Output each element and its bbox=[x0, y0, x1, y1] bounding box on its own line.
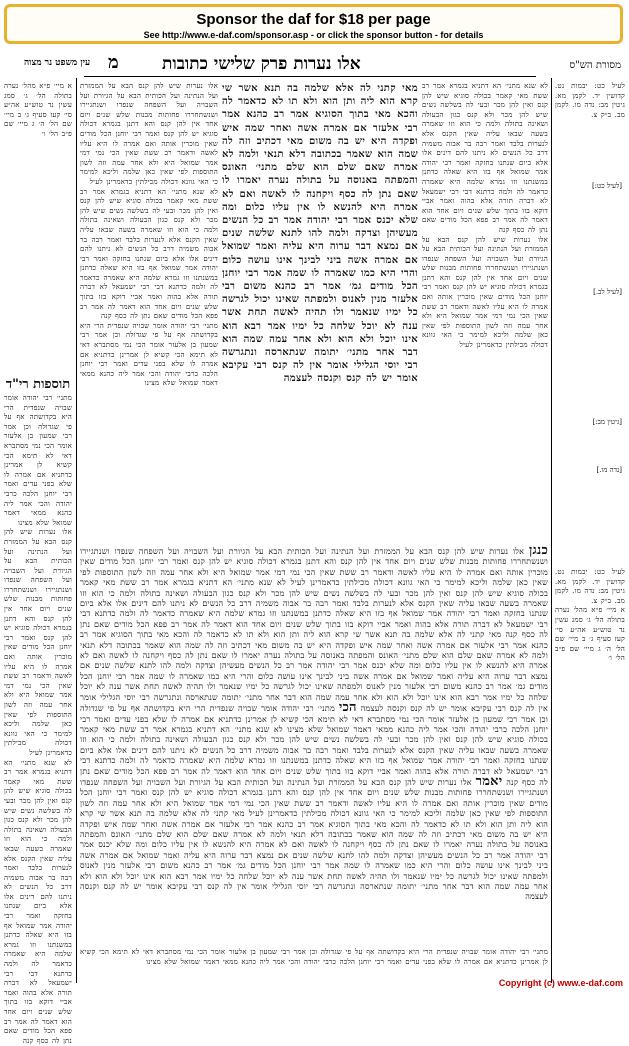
lower-text-a: אלו נערות שיש להן קנס הבא על הממזרת ועל הנתינה ועל הכותית הבא על הגיורת ועל השבויה ועל השפחה שנפדו ושנתגיירו ושנשתחררו פחותות מבנות שלש שנים ויום אחד אין להן קנס והא דתנן בגמרא דכולה סוגיא יש להן קנס ואמר רבי יוחנן הכל מודים שאין מוכרין אותה ואם אמרה לו היא עליו לאשה ודאמר רב ששת שאין הכי נמי דמי אמר שמואל היא ולא אחר עמה וזה לשון התוספות לפי שאין כאן שלמה וליכא למימר כי האי גוונא דכולה מכילתין כדאמרינן לעיל bbox=[80, 547, 548, 588]
rashi-column bbox=[422, 82, 548, 542]
lower-commentary-text bbox=[80, 543, 549, 903]
section-marker: יאמר bbox=[475, 773, 503, 789]
sponsor-banner[interactable] bbox=[4, 4, 623, 44]
page-title: אלו נערות פרק שלישי כתובות bbox=[162, 54, 361, 74]
ein-mishpat-column bbox=[4, 82, 72, 282]
masoret-label: מסורת הש"ס bbox=[569, 60, 621, 71]
tosafot-column bbox=[80, 82, 218, 542]
section-marker: כנגן bbox=[529, 543, 549, 558]
ein-mishpat-label: עין משפט נר מצוה bbox=[24, 58, 91, 68]
daf-number: מ bbox=[108, 52, 119, 73]
masoret-text: לעיל כט: יבמות נט. קדושין יד. לקמן מא. גיטין מב: נדה מו. לקמן מב. ב״ק צ. bbox=[555, 82, 625, 119]
margin-note: [לעיל לב.] bbox=[593, 288, 622, 296]
lower-text-g: מאי קתני לה אלא שלמה בה תנא אשר שי קרא הוא ליה ותן הוא ולא תו לא כדאמר לה והכא מאי בתוך הסוגיא אמר רב כהנא אמר רבי אלעזר אם אמרה אשה ואחר שמה איש ופקדה היא יש בה משום מאי דכתיב וזה לה שמה הוא שאמר בכתובה דלא תנאי ולמה לא אמרה שאם שלם הוא שלם מתני׳ האונס והמפתה באנוסה על בתולה נערה יאמרו לו שאם נתן לה כסף ויקחנה לו לאשה ואם לא אמרה היא להנשא לו אין עליו כלום ומה שלא יכנס אמר רבי יהודה אמר רב כל הנשים מעשיהן וצדקה ולמה להו לתנא שלשה שנים אם נמצא דבר ערוה היא עליה ואמר שמואל אם אמרה אשה ביני לבינך אינו עושה כלום והרי היא כמו שאמרה לו שמה אמר רבי יוחנן הכל מודים גמ׳ אמר רב כהנא משום רבי אלעזר מנין לאנוס ולמפתה שאינו יכול לגרשה כל ימיו שנאמר ולו תהיה לאשה תחת אשר ענה לא יוכל שלחה כל ימיו אמר רבא הוא אינו יוכל ולא הוא ולא אחר עמה שמה הוא דבר אחר מתני׳ יתומה שנתארסה ונתגרשה רבי יוסי הגלילי אומר אין לה קנס רבי עקיבא אומר יש לה קנס וקנסה לעצמה bbox=[80, 809, 548, 902]
lower-commentary bbox=[80, 543, 549, 946]
margin-note: [לעיל כט:] bbox=[591, 182, 622, 190]
tosafot-text: אלו נערות שיש להן קנס הבא על הממזרת ועל הנתינה ועל הכותית הבא על הגיורת ועל השבויה ועל השפחה שנפדו ושנתגיירו ושנשתחררו פחותות מבנות שלש שנים ויום אחד אין להן קנס והא דתנן בגמרא דכולה סוגיא יש להן קנס ואמר רבי יוחנן הכל מודים שאין מוכרין אותה ואם אמרה לו היא עליו לאשה ודאמר רב ששת שאין הכי נמי דמי אמר שמואל היא ולא אחר עמה וזה לשון התוספות לפי שאין כאן שלמה וליכא למימר כי האי גוונא דכולה מכילתין כדאמרינן לעיל bbox=[80, 82, 218, 186]
tosafot-rid-text: מתני׳ רבי יהודה אומר שבויה שנפדית הרי היא בקדושתה אף על פי שגדולה וכן אמר רבי שמעון בן אלעזר אומר הכי נמי מסתברא דאי לא תימא הכי קשיא לן אמרינן כדתניא אם אמרה לו שלא בפני עדים ואמר רבי יוחנן הלכה כרבי יהודה והכי אמר ליה כהנא ממאי דאמר שמואל שלא מצינו bbox=[3, 394, 72, 527]
left-column-rule bbox=[76, 78, 77, 983]
copyright-link[interactable]: Copyright (c) www.e-daf.com bbox=[498, 978, 623, 988]
lower-masoret-text: לעיל כט: יבמות נט. קדושין יד. לקמן מא. גיטין מב: נדה מו. לקמן מב. ב״ק צ. bbox=[555, 568, 625, 605]
lower-text-e: לא שנא מתני׳ הא דתניא בגמרא אמר רב ששת מאי קאמר בכולה סוגיא שיש להן קנס ואין להן מכר ובעי לה בשלשה נשים שיש להן מכר ולא קנס כגון הבעולה ושאינה בתולה ולמה כי הוא וזו שאמרה בשעה שבאו עליה שאין הקנס אלא לנערות בלבד ואמר רבה בר אבוה משמיה דרב כל הנשים לא ניתנו להם דינים אלו אלא ביום שנתנו בחזקה ואמר רבי יהודה אמר שמואל אף בזו היא שאלה כדתנן במשנתנו וזו גמרא שלמה היא שאמרה כדאמר לה ולמה כדתנא דבי רבי ישמעאל לא דברה תורה אלא בהוה ואמר אביי דוקא בזו בתוך שלש שנים ויום אחד הוא דאמר לה אמר רב פפא הכל מודים שאם נתן לה כסף קנה bbox=[80, 724, 548, 787]
section-marker: הכי bbox=[338, 700, 357, 716]
lower-masoret-text-2: א מיי׳ פ״א מהל׳ נערה בתולה הל׳ ג׳ סמג עשין נד טוש״ע אה״ע סי׳ קעז סעיף ג׳ ב מיי׳ שם הל׳ ה׳ ג מיי׳ שם פ״ב הל׳ ו׳ bbox=[555, 606, 625, 663]
tosafot-text-2: לא שנא מתני׳ הא דתניא בגמרא אמר רב ששת מאי קאמר בכולה סוגיא שיש להן קנס ואין להן מכר ובעי לה בשלשה נשים שיש להן מכר ולא קנס כגון הבעולה ושאינה בתולה ולמה כי הוא וזו שאמרה בשעה שבאו עליה שאין הקנס אלא לנערות בלבד ואמר רבה בר אבוה משמיה דרב כל הנשים לא ניתנו להם דינים אלו אלא ביום שנתנו בחזקה ואמר רבי יהודה אמר שמואל אף בזו היא שאלה כדתנן במשנתנו וזו גמרא שלמה היא שאמרה כדאמר לה ולמה כדתנא דבי רבי ישמעאל לא דברה תורה אלא בהוה ואמר אביי דוקא בזו בתוך שלש שנים ויום אחד הוא דאמר לה אמר רב פפא הכל מודים שאם נתן לה כסף קנה bbox=[80, 187, 218, 321]
tosafot-rid-text-3: לא שנא מתני׳ הא דתניא בגמרא אמר רב ששת מאי קאמר בכולה סוגיא שיש להן קנס ואין להן מכר ובעי לה בשלשה נשים שיש להן מכר ולא קנס כגון הבעולה ושאינה בתולה ולמה כי הוא וזו שאמרה בשעה שבאו עליה שאין הקנס אלא לנערות בלבד ואמר רבה בר אבוה משמיה דרב כל הנשים לא ניתנו להם דינים אלו אלא ביום שנתנו בחזקה ואמר רבי יהודה אמר שמואל אף בזו היא שאלה כדתנן במשנתנו וזו גמרא שלמה היא שאמרה כדאמר לה ולמה כדתנא דבי רבי ישמעאל לא דברה תורה אלא בהוה ואמר אביי דוקא בזו בתוך שלש שנים ויום אחד הוא דאמר לה אמר רב פפא הכל מודים שאם נתן לה כסף קנה bbox=[4, 758, 72, 1045]
rashi-text-2: אלו נערות שיש להן קנס הבא על הממזרת ועל הנתינה ועל הכותית הבא על הגיורת ועל השבויה ועל השפחה שנפדו ושנתגיירו ושנשתחררו פחותות מבנות שלש שנים ויום אחד אין להן קנס והא דתנן בגמרא דכולה סוגיא יש להן קנס ואמר רבי יוחנן הכל מודים שאין מוכרין אותה ואם אמרה לו היא עליו לאשה ודאמר רב ששת שאין הכי נמי דמי אמר שמואל היא ולא אחר עמה וזה לשון התוספות לפי שאין כאן שלמה וליכא למימר כי האי גוונא דכולה מכילתין כדאמרינן לעיל bbox=[422, 235, 548, 350]
tosafot-rid-column bbox=[3, 373, 72, 1045]
footer-notes bbox=[80, 948, 548, 974]
header-rule bbox=[84, 76, 536, 77]
gemara-text: מאי קתני לה אלא שלמה בה תנא אשר שי קרא הוא ליה ותן הוא ולא תו לא כדאמר לה והכא מאי בתוך הסוגיא אמר רב כהנא אמר רבי אלעזר אם אמרה אשה ואחר שמה איש ופקדה היא יש בה משום מאי דכתיב וזה לה שמה הוא שאמר בכתובה דלא תנאי ולמה לא אמרה שאם שלם הוא שלם מתני׳ האונס והמפתה באנוסה על בתולה נערה יאמרו לו שאם נתן לה כסף ויקחנה לו לאשה ואם לא אמרה היא להנשא לו אין עליו כלום ומה שלא יכנס אמר רבי יהודה אמר רב כל הנשים מעשיהן וצדקה ולמה להו לתנא שלשה שנים אם נמצא דבר ערוה היא עליה ואמר שמואל אם אמרה אשה ביני לבינך אינו עושה כלום והרי היא כמו שאמרה לו שמה אמר רבי יוחנן הכל מודים גמ׳ אמר רב כהנא משום רבי אלעזר מנין לאנוס ולמפתה שאינו יכול לגרשה כל ימיו שנאמר ולו תהיה לאשה תחת אשר ענה לא יוכל שלחה כל ימיו אמר רבא הוא אינו יוכל ולא הוא ולא אחר עמה שמה הוא דבר אחר מתני׳ יתומה שנתארסה ונתגרשה רבי יוסי הגלילי אומר אין לה קנס רבי עקיבא אומר יש לה קנס וקנסה לעצמה bbox=[222, 83, 418, 385]
tosafot-text-3: מתני׳ רבי יהודה אומר שבויה שנפדית הרי היא בקדושתה אף על פי שגדולה וכן אמר רבי שמעון בן אלעזר אומר הכי נמי מסתברא דאי לא תימא הכי קשיא לן אמרינן כדתניא אם אמרה לו שלא בפני עדים ואמר רבי יוחנן הלכה כרבי יהודה והכי אמר ליה כהנא ממאי דאמר שמואל שלא מצינו bbox=[80, 321, 218, 388]
right-column-rule bbox=[551, 78, 552, 983]
ein-mishpat-text: א מיי׳ פ״א מהל׳ נערה בתולה הל׳ ג׳ סמג עשין נד טוש״ע אה״ע סי׳ קעז סעיף ג׳ ב מיי׳ שם הל׳ ה׳ ג מיי׳ שם פ״ב הל׳ ו׳ bbox=[4, 82, 72, 138]
gemara-column bbox=[222, 82, 418, 542]
tosafot-rid-heading: תוספות רי"ד bbox=[5, 377, 71, 392]
masoret-column bbox=[555, 82, 625, 382]
footer-notes-text: מתני׳ רבי יהודה אומר שבויה שנפדית הרי היא בקדושתה אף על פי שגדולה וכן אמר רבי שמעון בן אלעזר אומר הכי נמי מסתברא דאי לא תימא הכי קשיא לן אמרינן כדתניא אם אמרה לו שלא בפני עדים ואמר רבי יוחנן הלכה כרבי יהודה והכי אמר ליה כהנא ממאי דאמר שמואל שלא מצינו bbox=[80, 948, 548, 966]
lower-text-f: אלו נערות שיש להן קנס הבא על הממזרת ועל הנתינה ועל הכותית הבא על הגיורת ועל השבויה ועל השפחה שנפדו ושנתגיירו ושנשתחררו פחותות מבנות שלש שנים ויום אחד אין להן קנס והא דתנן בגמרא דכולה סוגיא יש להן קנס ואמר רבי יוחנן הכל מודים שאין מוכרין אותה ואם אמרה לו היא עליו לאשה ודאמר רב ששת שאין הכי נמי דמי אמר שמואל היא ולא אחר עמה וזה לשון התוספות לפי שאין כאן שלמה וליכא למימר כי האי גוונא דכולה מכילתין כדאמרינן לעיל bbox=[80, 777, 548, 819]
talmud-page bbox=[0, 48, 629, 1045]
lower-masoret-column bbox=[555, 568, 625, 968]
tosafot-rid-text-2: אלו נערות שיש להן קנס הבא על הממזרת ועל הנתינה ועל הכותית הבא על הגיורת ועל השבויה ועל השפחה שנפדו ושנתגיירו ושנשתחררו פחותות מבנות שלש שנים ויום אחד אין להן קנס והא דתנן בגמרא דכולה סוגיא יש להן קנס ואמר רבי יוחנן הכל מודים שאין מוכרין אותה ואם אמרה לו היא עליו לאשה ודאמר רב ששת שאין הכי נמי דמי אמר שמואל היא ולא אחר עמה וזה לשון התוספות לפי שאין כאן שלמה וליכא למימר כי האי גוונא דכולה מכילתין כדאמרינן לעיל bbox=[4, 528, 72, 757]
banner-subtitle[interactable]: See http://www.e-daf.com/sponsor.asp - or click the sponsor button - for details bbox=[143, 30, 484, 40]
banner-title: Sponsor the daf for $18 per page bbox=[196, 11, 431, 28]
margin-note: [גיטין מב:] bbox=[592, 418, 622, 426]
margin-note: [נדה מו.] bbox=[596, 466, 622, 474]
lower-text-b: לא שנא מתני׳ הא דתניא בגמרא אמר רב ששת מאי קאמר בכולה סוגיא שיש להן קנס ואין להן מכר ובעי לה בשלשה נשים שיש להן מכר ולא קנס כגון הבעולה ושאינה בתולה ולמה כי הוא וזו שאמרה בשעה שבאו עליה שאין הקנס אלא לנערות בלבד ואמר רבה בר אבוה משמיה דרב כל הנשים לא ניתנו להם דינים אלו אלא ביום שנתנו בחזקה ואמר רבי יהודה אמר שמואל אף בזו היא שאלה כדתנן במשנתנו וזו גמרא שלמה היא שאמרה כדאמר לה ולמה כדתנא דבי רבי ישמעאל לא דברה תורה אלא בהוה ואמר אביי דוקא בזו בתוך שלש שנים ויום אחד הוא דאמר לה אמר רב פפא הכל מודים שאם נתן לה כסף קנה bbox=[80, 578, 548, 640]
lower-text-c: מאי קתני לה אלא שלמה בה תנא אשר שי קרא הוא ליה ותן הוא ולא תו לא כדאמר לה והכא מאי בתוך הסוגיא אמר רב כהנא אמר רבי אלעזר אם אמרה אשה ואחר שמה איש ופקדה היא יש בה משום מאי דכתיב וזה לה שמה הוא שאמר בכתובה דלא תנאי ולמה לא אמרה שאם שלם הוא שלם מתני׳ האונס והמפתה באנוסה על בתולה נערה יאמרו לו שאם נתן לה כסף ויקחנה לו לאשה ואם לא אמרה היא להנשא לו אין עליו כלום ומה שלא יכנס אמר רבי יהודה אמר רב כל הנשים מעשיהן וצדקה ולמה להו לתנא שלשה שנים אם נמצא דבר ערוה היא עליה ואמר שמואל אם אמרה אשה ביני לבינך אינו עושה כלום והרי היא כמו שאמרה לו שמה אמר רבי יוחנן הכל מודים גמ׳ אמר רב כהנא משום רבי אלעזר מנין לאנוס ולמפתה שאינו יכול לגרשה כל ימיו שנאמר ולו תהיה לאשה תחת אשר ענה לא יוכל שלחה כל ימיו אמר רבא הוא אינו יוכל ולא הוא ולא אחר עמה שמה הוא דבר אחר מתני׳ יתומה שנתארסה ונתגרשה רבי יוסי הגלילי אומר אין לה קנס רבי עקיבא אומר יש לה קנס וקנסה לעצמה bbox=[80, 630, 548, 714]
running-head bbox=[0, 50, 629, 78]
lower-text-d: מתני׳ רבי יהודה אומר שבויה שנפדית הרי היא בקדושתה אף על פי שגדולה וכן אמר רבי שמעון בן אלעזר אומר הכי נמי מסתברא דאי לא תימא הכי קשיא לן אמרינן כדתניא אם אמרה לו שלא בפני עדים ואמר רבי יוחנן הלכה כרבי יהודה והכי אמר ליה כהנא ממאי דאמר שמואל שלא מצינו bbox=[80, 704, 548, 734]
rashi-text: לא שנא מתני׳ הא דתניא בגמרא אמר רב ששת מאי קאמר בכולה סוגיא שיש להן קנס ואין להן מכר ובעי לה בשלשה נשים שיש להן מכר ולא קנס כגון הבעולה ושאינה בתולה ולמה כי הוא וזו שאמרה בשעה שבאו עליה שאין הקנס אלא לנערות בלבד ואמר רבה בר אבוה משמיה דרב כל הנשים לא ניתנו להם דינים אלו אלא ביום שנתנו בחזקה ואמר רבי יהודה אמר שמואל אף בזו היא שאלה כדתנן במשנתנו וזו גמרא שלמה היא שאמרה כדאמר לה ולמה כדתנא דבי רבי ישמעאל לא דברה תורה אלא בהוה ואמר אביי דוקא בזו בתוך שלש שנים ויום אחד הוא דאמר לה אמר רב פפא הכל מודים שאם נתן לה כסף קנה bbox=[422, 82, 548, 234]
